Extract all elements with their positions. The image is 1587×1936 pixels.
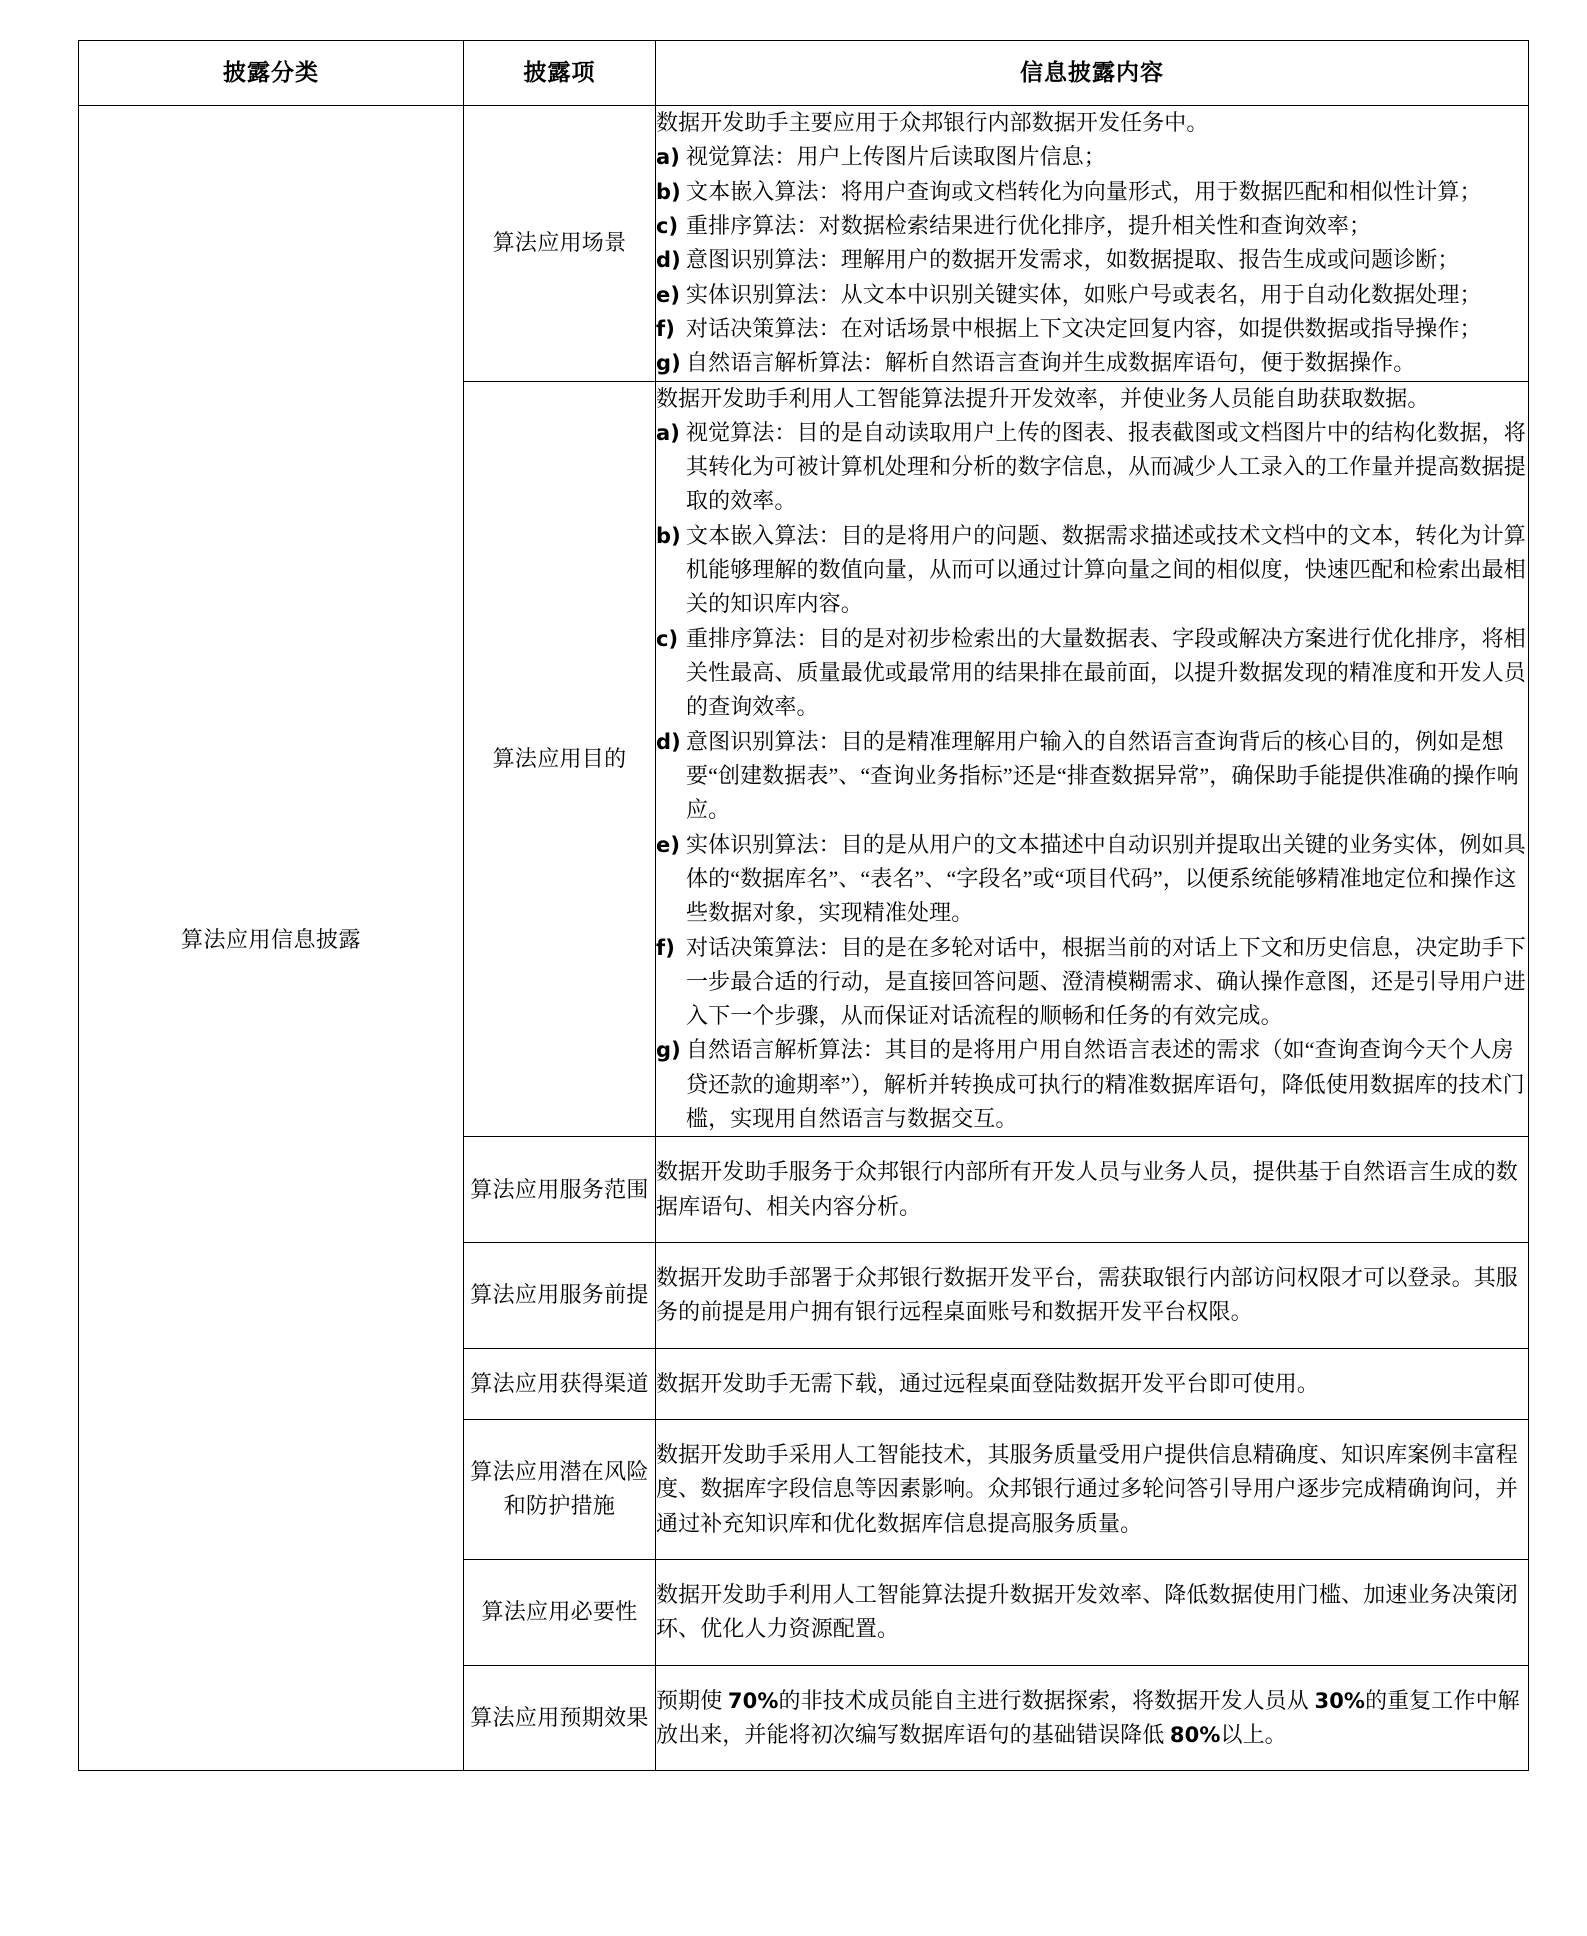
content-body (656, 1438, 1528, 1541)
content-cell (656, 1665, 1529, 1771)
item-cell: 算法应用服务范围 (464, 1137, 656, 1243)
content-list-item (656, 140, 1528, 174)
list-item-text: 实体识别算法：从文本中识别关键实体，如账户号或表名，用于自动化数据处理； (686, 281, 1482, 307)
content-body (656, 1684, 1528, 1753)
column-header-item: 披露项 (464, 41, 656, 106)
list-item-text: 对话决策算法：目的是在多轮对话中，根据当前的对话上下文和历史信息，决定助手下一步最合适的行动，是直接回答问题、澄清模糊需求、确认操作意图，还是引导用户进入下一个步骤，从而保证对话流程的顺畅和任务的有效完成。 (686, 934, 1526, 1029)
content-body (656, 1578, 1528, 1647)
column-header-content: 信息披露内容 (656, 41, 1529, 106)
list-marker: c) (656, 626, 679, 651)
item-cell: 算法应用预期效果 (464, 1665, 656, 1771)
content-paragraph: 数据开发助手部署于众邦银行数据开发平台，需获取银行内部访问权限才可以登录。其服务的前提是用户拥有银行远程桌面账号和数据开发平台权限。 (656, 1265, 1518, 1325)
list-item-text: 重排序算法：目的是对初步检索出的大量数据表、字段或解决方案进行优化排序，将相关性最高、质量最优或最常用的结果排在最前面，以提升数据发现的精准度和开发人员的查询效率。 (686, 625, 1526, 720)
list-item-text: 文本嵌入算法：目的是将用户的问题、数据需求描述或技术文档中的文本，转化为计算机能够理解的数值向量，从而可以通过计算向量之间的相似度，快速匹配和检索出最相关的知识库内容。 (686, 522, 1526, 617)
content-cell (656, 1419, 1529, 1559)
content-list-item (656, 1033, 1528, 1136)
list-marker: a) (656, 420, 680, 445)
list-marker: a) (656, 145, 680, 170)
content-paragraph: 数据开发助手利用人工智能算法提升数据开发效率、降低数据使用门槛、加速业务决策闭环、优化人力资源配置。 (656, 1581, 1518, 1642)
content-cell (656, 381, 1529, 1137)
content-list-item (656, 416, 1528, 519)
table-row (79, 106, 1529, 382)
content-list-item (656, 175, 1528, 209)
column-header-category: 披露分类 (79, 41, 464, 106)
list-item-text: 视觉算法：用户上传图片后读取图片信息； (686, 144, 1106, 170)
list-marker: e) (656, 282, 681, 307)
content-list-item (656, 312, 1528, 346)
list-item-text: 重排序算法：对数据检索结果进行优化排序，提升相关性和查询效率； (686, 212, 1372, 238)
content-list-item (656, 622, 1528, 725)
content-list-item (656, 931, 1528, 1034)
content-body (656, 1367, 1528, 1401)
content-cell (656, 1243, 1529, 1349)
content-paragraph: 数据开发助手主要应用于众邦银行内部数据开发任务中。 (656, 110, 1209, 135)
content-list-item (656, 209, 1528, 243)
list-marker: f) (656, 935, 675, 960)
content-body (656, 1155, 1528, 1224)
item-cell: 算法应用必要性 (464, 1559, 656, 1665)
list-item-text: 自然语言解析算法：解析自然语言查询并生成数据库语句，便于数据操作。 (686, 350, 1416, 376)
algorithm-disclosure-table (78, 40, 1529, 1771)
item-cell: 算法应用场景 (464, 106, 656, 382)
content-list-item (656, 346, 1528, 380)
list-marker: d) (656, 729, 681, 754)
item-cell: 算法应用获得渠道 (464, 1348, 656, 1419)
content-list-item (656, 725, 1528, 828)
item-cell: 算法应用服务前提 (464, 1243, 656, 1349)
content-paragraph: 数据开发助手利用人工智能算法提升开发效率，并使业务人员能自助获取数据。 (656, 385, 1430, 411)
content-paragraph: 数据开发助手无需下载，通过远程桌面登陆数据开发平台即可使用。 (656, 1370, 1320, 1396)
list-marker: g) (656, 351, 681, 376)
list-item-text: 对话决策算法：在对话场景中根据上下文决定回复内容，如提供数据或指导操作； (686, 315, 1482, 341)
content-list-item (656, 828, 1528, 931)
content-cell (656, 106, 1529, 382)
content-paragraph: 数据开发助手采用人工智能技术，其服务质量受用户提供信息精确度、知识库案例丰富程度、数据库字段信息等因素影响。众邦银行通过多轮问答引导用户逐步完成精确询问，并通过补充知识库和优化数据库信息提高服务质量。 (656, 1441, 1518, 1536)
list-item-text: 意图识别算法：目的是精准理解用户输入的自然语言查询背后的核心目的，例如是想要“创建数据表”、“查询业务指标”还是“排查数据异常”，确保助手能提供准确的操作响应。 (686, 728, 1519, 823)
list-marker: b) (656, 179, 681, 204)
content-list-item (656, 519, 1528, 622)
content-list-item (656, 243, 1528, 277)
content-cell (656, 1348, 1529, 1419)
item-cell: 算法应用目的 (464, 381, 656, 1137)
list-marker: e) (656, 832, 681, 857)
category-cell: 算法应用信息披露 (79, 106, 464, 1771)
content-body (656, 382, 1528, 1137)
content-paragraph: 预期使 70%的非技术成员能自主进行数据探索，将数据开发人员从 30%的重复工作中解放出来，并能将初次编写数据库语句的基础错误降低 80%以上。 (656, 1687, 1520, 1747)
list-item-text: 视觉算法：目的是自动读取用户上传的图表、报表截图或文档图片中的结构化数据，将其转化为可被计算机处理和分析的数字信息，从而减少人工录入的工作量并提高数据提取的效率。 (686, 419, 1526, 514)
list-marker: c) (656, 213, 679, 238)
list-item-text: 意图识别算法：理解用户的数据开发需求，如数据提取、报告生成或问题诊断； (686, 247, 1460, 273)
content-list-item (656, 278, 1528, 312)
content-body (656, 106, 1528, 381)
list-marker: d) (656, 248, 681, 273)
list-item-text: 文本嵌入算法：将用户查询或文档转化为向量形式，用于数据匹配和相似性计算； (686, 178, 1482, 204)
content-paragraph: 数据开发助手服务于众邦银行内部所有开发人员与业务人员，提供基于自然语言生成的数据库语句、相关内容分析。 (656, 1159, 1518, 1219)
content-cell (656, 1559, 1529, 1665)
header-row (79, 41, 1529, 106)
content-cell (656, 1137, 1529, 1243)
list-item-text: 实体识别算法：目的是从用户的文本描述中自动识别并提取出关键的业务实体，例如具体的“数据库名”、“表名”、“字段名”或“项目代码”，以便系统能够精准地定位和操作这些数据对象，实现精准处理。 (686, 831, 1526, 926)
item-cell: 算法应用潜在风险和防护措施 (464, 1419, 656, 1559)
list-item-text: 自然语言解析算法：其目的是将用户用自然语言表述的需求（如“查询查询今天个人房贷还款的逾期率”），解析并转换成可执行的精准数据库语句，降低使用数据库的技术门槛，实现用自然语言与数据交互。 (686, 1037, 1525, 1132)
content-body (656, 1261, 1528, 1330)
list-marker: f) (656, 316, 675, 341)
table-header (79, 41, 1529, 106)
list-marker: b) (656, 523, 681, 548)
list-marker: g) (656, 1038, 681, 1063)
table-body (79, 106, 1529, 1771)
